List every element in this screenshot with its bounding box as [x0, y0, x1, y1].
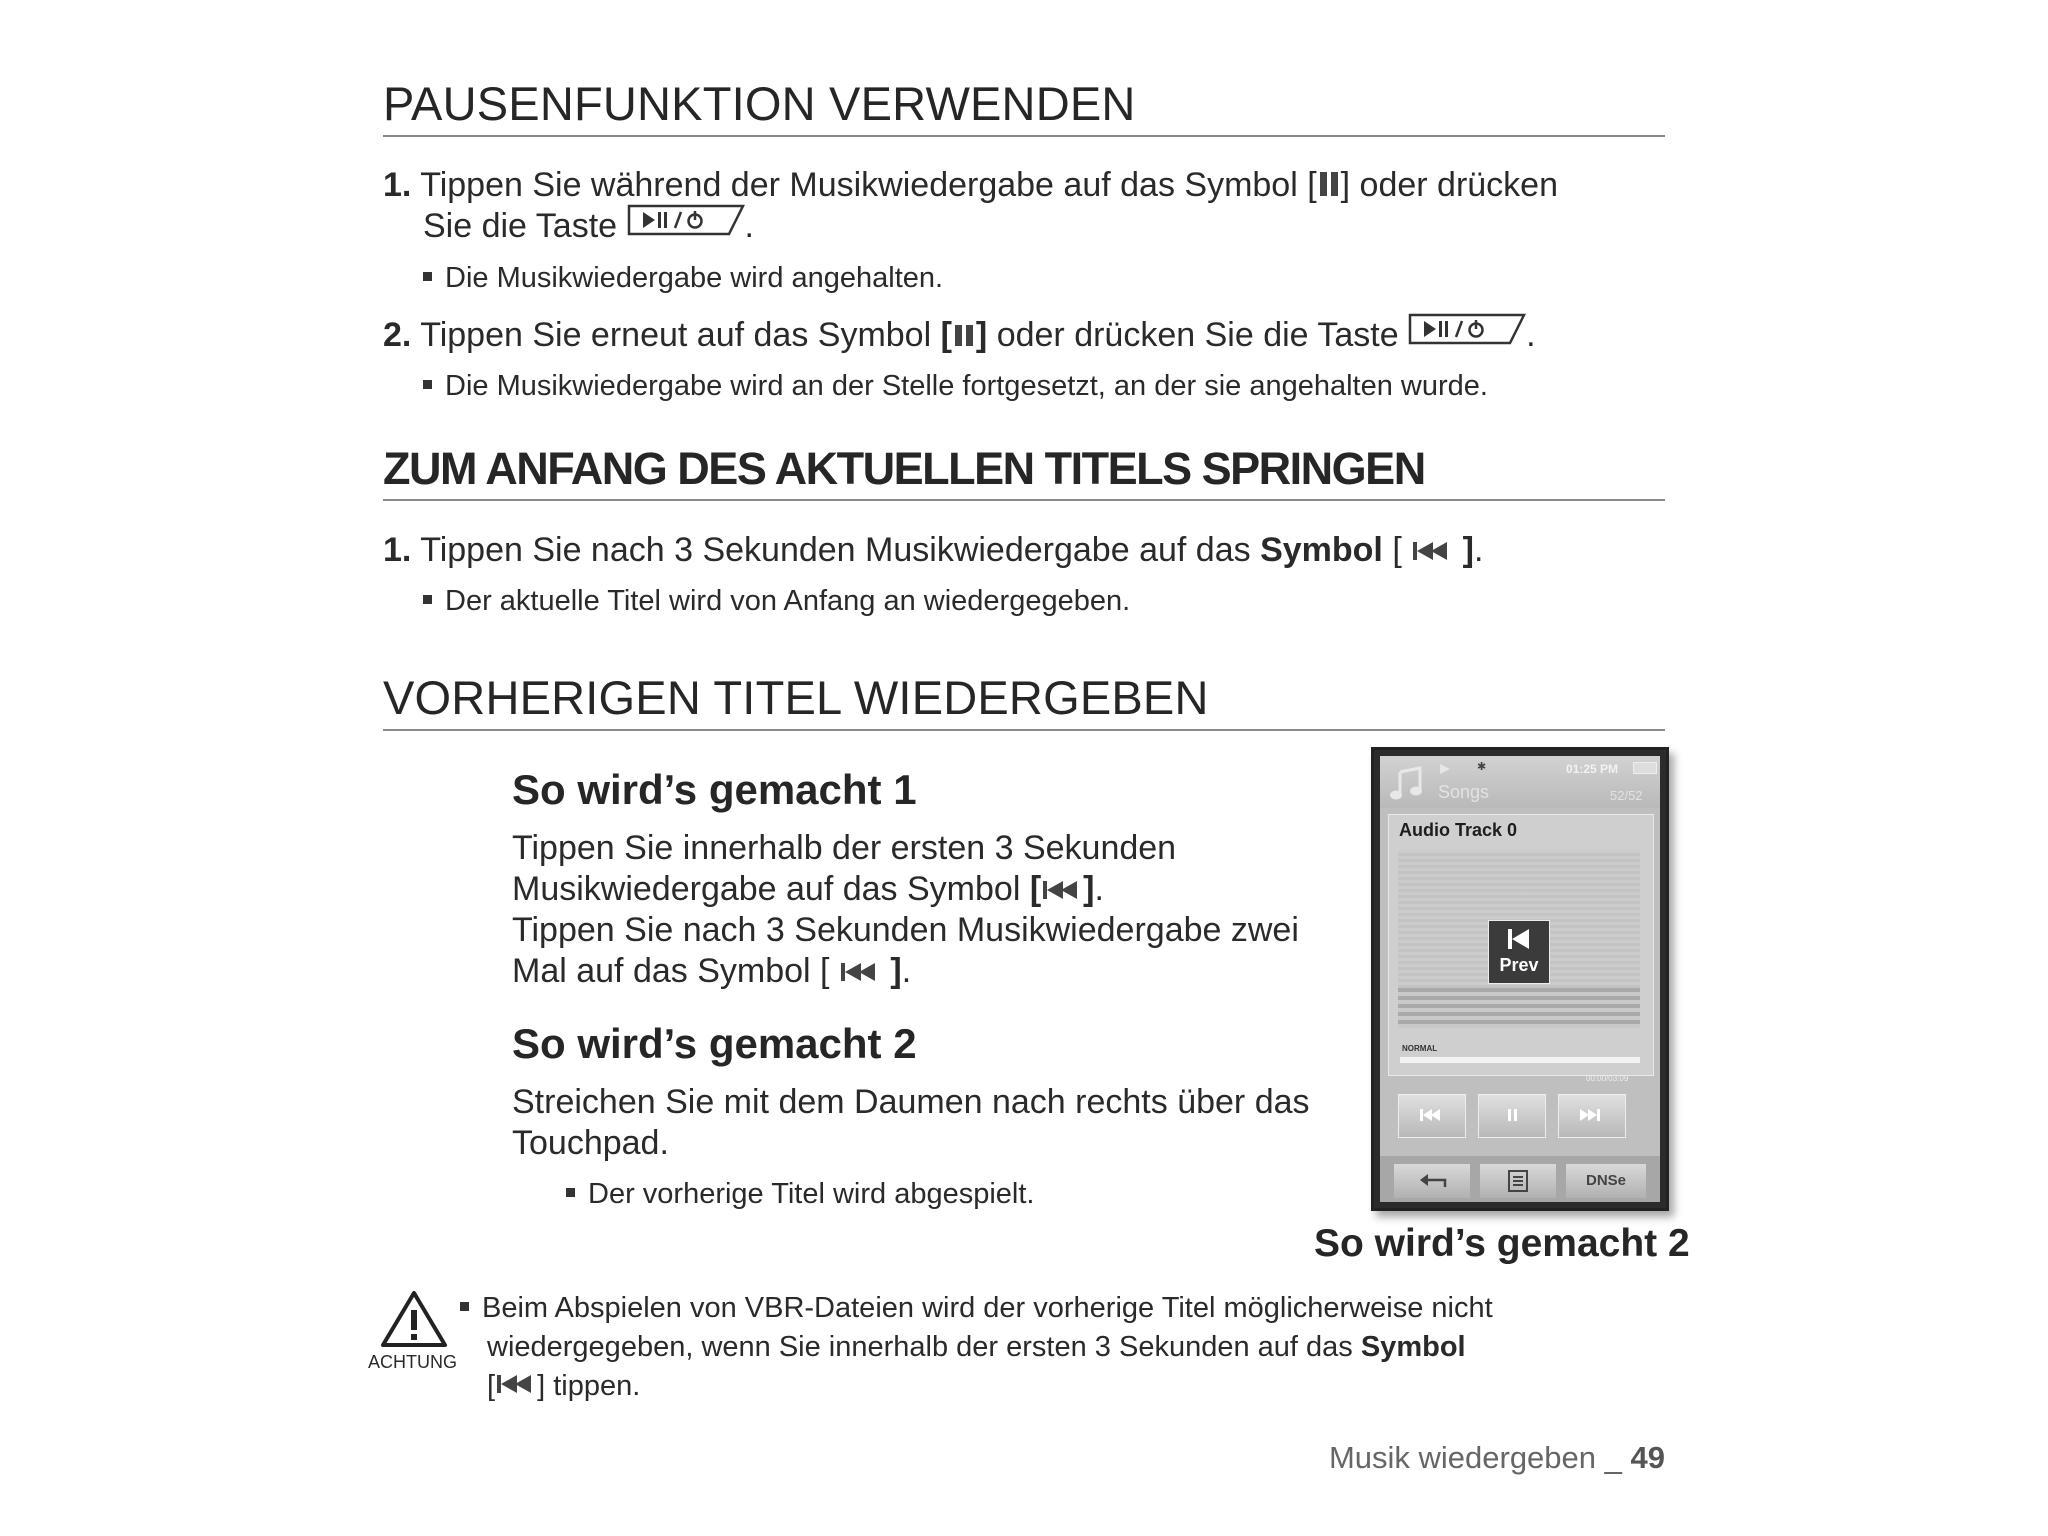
pause-icon: [1507, 1108, 1519, 1127]
caution-line-1: Beim Abspielen von VBR-Dateien wird der vorherige Titel möglicherweise nicht: [460, 1292, 1493, 1325]
rewind-button[interactable]: [1398, 1094, 1466, 1138]
method-1-line-2: Musikwiedergabe auf das Symbol [ ].: [512, 869, 1104, 912]
previous-track-icon: [839, 953, 881, 994]
caution-line-3: [ ] tippen.: [487, 1370, 641, 1402]
method-1-title: So wird’s gemacht 1: [512, 766, 917, 813]
page-number: 49: [1630, 1440, 1665, 1475]
step-text-cont: ] oder drücken: [1340, 166, 1559, 204]
method-2-line-2: Touchpad.: [512, 1124, 669, 1162]
footer-section: Musik wiedergeben _: [1328, 1440, 1622, 1475]
eq-mode: NORMAL: [1402, 1044, 1438, 1053]
player-screen: [1380, 756, 1660, 1202]
clock: 01:25 PM: [1566, 762, 1619, 776]
warning-triangle-icon: [380, 1290, 448, 1353]
prev-button-overlay: [1488, 920, 1550, 984]
play-pause-power-key-icon: [1408, 313, 1526, 355]
figure-caption: So wird’s gemacht 2: [1314, 1222, 1690, 1265]
step-text: Sie die Taste: [423, 207, 618, 245]
dnse-button[interactable]: [1566, 1164, 1646, 1198]
step-bold-text: Symbol: [1260, 531, 1383, 569]
prev-icon: [1505, 927, 1533, 956]
prev-label: Prev: [1499, 955, 1539, 975]
method-1-line-3: Tippen Sie nach 3 Sekunden Musikwiedergabe zwei: [512, 911, 1299, 949]
step-1-line2: Sie die Taste .: [423, 206, 754, 249]
list-icon: [1508, 1170, 1528, 1197]
bullet-restart: Der aktuelle Titel wird von Anfang an wiedergegeben.: [423, 585, 1130, 618]
previous-track-icon: [1041, 871, 1083, 912]
caution-label: ACHTUNG: [368, 1352, 457, 1372]
forward-icon: [1579, 1108, 1605, 1127]
previous-track-icon: [495, 1371, 537, 1404]
previous-track-icon: [1411, 532, 1453, 573]
step-text: Tippen Sie nach 3 Sekunden Musikwiedergabe auf das: [420, 531, 1251, 569]
track-title: Audio Track 0: [1399, 820, 1518, 840]
step-number: 2.: [383, 316, 412, 354]
step-1-pause: [383, 165, 1673, 208]
battery-icon: [1633, 762, 1657, 774]
step-1-restart: 1. Tippen Sie nach 3 Sekunden Musikwiedergabe auf das Symbol [ ].: [383, 530, 1483, 573]
player-screenshot: [1371, 747, 1669, 1211]
rewind-icon: [1419, 1108, 1445, 1127]
pause-icon: [952, 317, 976, 358]
back-button[interactable]: [1394, 1164, 1470, 1198]
method-1-line-4: Mal auf das Symbol [ ].: [512, 951, 911, 994]
step-text: Tippen Sie erneut auf das Symbol: [420, 316, 932, 354]
step-2-pause: 2. Tippen Sie erneut auf das Symbol [ ] oder drücken Sie die Taste .: [383, 315, 1536, 358]
dnse-label: DNSe: [1585, 1172, 1626, 1189]
bullet-paused: Die Musikwiedergabe wird angehalten.: [423, 262, 943, 295]
page-footer: [1329, 1440, 1665, 1476]
forward-button[interactable]: [1558, 1094, 1626, 1138]
music-note-icon: [1388, 766, 1424, 807]
step-text-cont: oder drücken Sie die Taste: [996, 316, 1399, 354]
method-2-line-1: Streichen Sie mit dem Daumen nach rechts über das: [512, 1083, 1310, 1121]
step-number: 1.: [383, 531, 412, 569]
play-status-icon: [1439, 762, 1451, 780]
step-number: 1.: [383, 166, 412, 204]
section-heading-restart: ZUM ANFANG DES AKTUELLEN TITELS SPRINGEN: [383, 443, 1665, 501]
bluetooth-icon: ✱: [1477, 761, 1487, 773]
waveform-lines: [1398, 988, 1640, 1028]
pause-button[interactable]: [1478, 1094, 1546, 1138]
pause-icon: [1317, 167, 1341, 208]
bullet-resumed: Die Musikwiedergabe wird an der Stelle fortgesetzt, an der sie angehalten wurde.: [423, 370, 1488, 403]
caution-line-2: wiedergegeben, wenn Sie innerhalb der ersten 3 Sekunden auf das Symbol: [487, 1331, 1466, 1363]
section-heading-previous: VORHERIGEN TITEL WIEDERGEBEN: [383, 670, 1665, 731]
method-1-line-1: Tippen Sie innerhalb der ersten 3 Sekunden: [512, 829, 1177, 867]
progress-bar: [1400, 1057, 1640, 1063]
track-count: 52/52: [1610, 788, 1643, 803]
bullet-previous: Der vorherige Titel wird abgespielt.: [566, 1178, 1034, 1211]
section-heading-pause: PAUSENFUNKTION VERWENDEN: [383, 76, 1665, 137]
method-2-title: So wird’s gemacht 2: [512, 1020, 917, 1067]
list-button[interactable]: [1480, 1164, 1556, 1198]
back-icon: [1418, 1171, 1448, 1196]
step-text: Tippen Sie während der Musikwiedergabe auf das Symbol [: [420, 166, 1317, 204]
play-pause-power-key-icon: [627, 204, 745, 246]
category-label: Songs: [1438, 782, 1490, 802]
elapsed-time: 00:00/03:09: [1586, 1074, 1629, 1083]
